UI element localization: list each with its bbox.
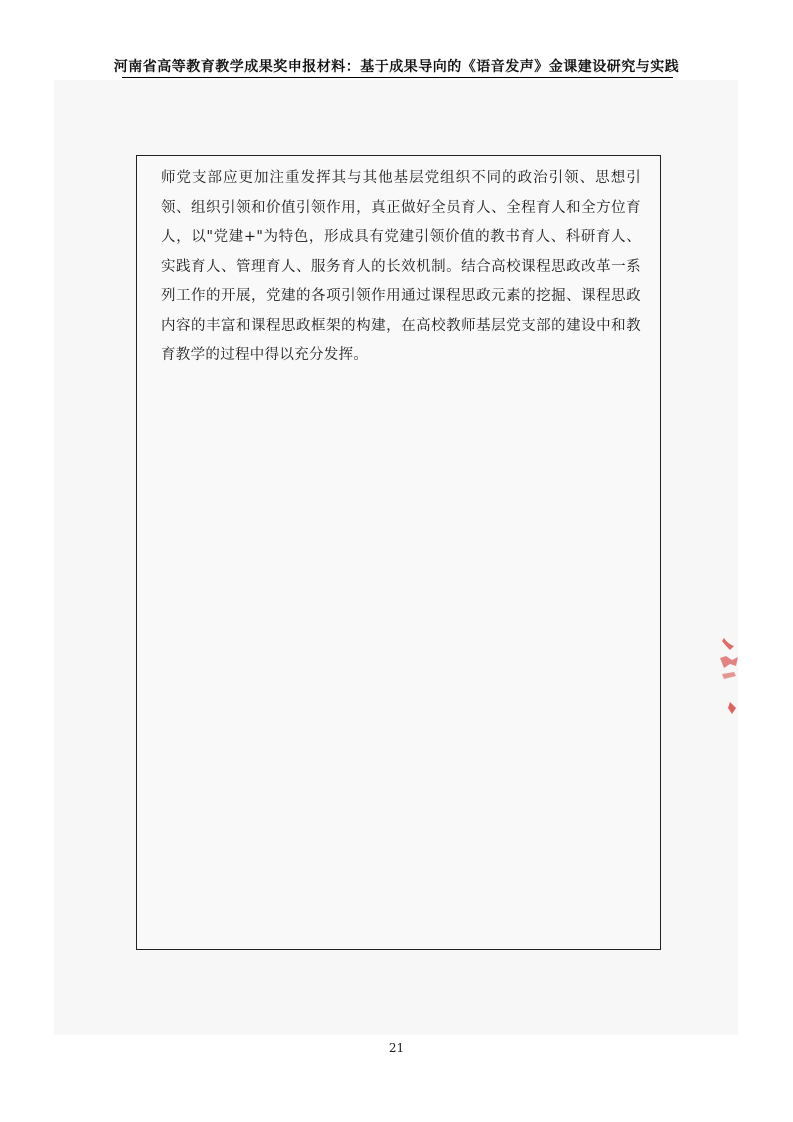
red-seal-fragment-icon — [714, 636, 744, 716]
seal-stroke-bottom — [728, 702, 736, 714]
header-divider — [122, 77, 673, 78]
content-frame — [136, 155, 661, 950]
body-paragraph: 师党支部应更加注重发挥其与其他基层党组织不同的政治引领、思想引领、组织引领和价值引领作用，真正做好全员育人、全程育人和全方位育人，以"党建+"为特色，形成具有党建引领价值的教书育人、科研育人、实践育人、管理育人、服务育人的长效机制。结合高校课程思政改革一系列工作的开展，党建的各项引领作用通过课程思政元素的挖掘、课程思政内容的丰富和课程思政框架的构建，在高校教师基层党支部的建设中和教育教学的过程中得以充分发挥。 — [161, 170, 641, 363]
seal-stroke-low — [722, 672, 736, 679]
page-number: 21 — [388, 1041, 405, 1055]
seal-stroke-mid — [720, 656, 738, 668]
document-header-title: 河南省高等教育教学成果奖申报材料：基于成果导向的《语音发声》金课建设研究与实践 — [113, 59, 680, 75]
seal-stroke-top — [722, 638, 734, 650]
